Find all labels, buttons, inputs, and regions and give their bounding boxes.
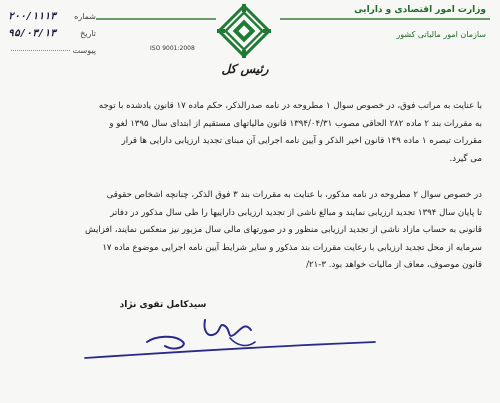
letter-date-row	[8, 25, 96, 42]
paragraph-2	[30, 187, 482, 275]
paragraph-1-line: با عنایت به مراتب فوق، در خصوص سوال ۱ مطروحه در نامه صدرالذکر، حکم ماده ۱۷ قانون یادشده با توجه	[98, 101, 482, 111]
paragraph-2-line: در خصوص سوال ۲ مطروحه در نامه مذکور، با عنایت به مقررات بند ۳ فوق الذکر، چنانچه اشخاص حقوقی	[106, 190, 482, 200]
header-divider-left	[96, 18, 216, 20]
paragraph-1-line: مقررات تبصره ۱ ماده ۱۴۹ قانون اخیر الذکر و آیین نامه اجرایی آن مبنای تجدید ارزیابی دارایی ها قرار	[121, 136, 482, 147]
attachment-label: پیوست	[72, 46, 96, 55]
paragraph-2-line: تا پایان سال ۱۳۹۴ تجدید ارزیابی نمایند و مبالغ ناشی از تجدید ارزیابی داراییها را طی سال مذکور در دفاتر	[110, 207, 482, 218]
tax-organization-logo	[217, 4, 271, 60]
paragraph-1	[30, 98, 482, 168]
letter-number-label: شماره	[74, 12, 96, 21]
paragraph-1-line: به مقررات بند ۲ ماده ۲۸۲ الحاقی مصوب ۱۳۹۴/۰۴/۳۱ قانون مالیاتهای مستقیم از ابتدای سال ۱۳۹۵ لغو و	[109, 118, 482, 129]
iso-certification: ISO 9001:2008	[150, 45, 195, 52]
paragraph-2-line: سرمایه از محل تجدید ارزیابی با رعایت مقررات بند مذکور و سایر شرایط آیین نامه اجرایی موضوع ماده ۱۷	[102, 242, 482, 253]
letter-heading: رئیس کل	[221, 62, 269, 76]
handwritten-signature	[55, 312, 385, 362]
agency-name: سازمان امور مالیاتی کشور	[396, 30, 486, 39]
letter-date: ۹۵/۰۳/۱۳	[8, 28, 57, 39]
paragraph-2-line: قانون موصوف، معاف از مالیات خواهد بود. ۳-۲۱/	[306, 260, 482, 271]
ministry-name: وزارت امور اقتصادی و دارایی	[354, 5, 486, 15]
letter-number: ۲۰۰/۱۱۱۳	[8, 11, 57, 22]
paragraph-2-line: قانونی به حساب مازاد ناشی از تجدید ارزیابی منظور و در صورتهای مالی سال مزبور نیز منعکس نمایند، افزایش	[84, 225, 482, 236]
attachment-line	[11, 50, 70, 51]
letter-meta	[8, 8, 96, 59]
letter-number-row	[8, 8, 96, 25]
attachment-row	[8, 42, 96, 59]
paragraph-1-line: می گیرد.	[449, 153, 482, 164]
letter-date-label: تاریخ	[80, 29, 96, 38]
signatory-name: سیدکامل تقوی نژاد	[119, 300, 207, 310]
header-divider-right	[280, 18, 490, 20]
